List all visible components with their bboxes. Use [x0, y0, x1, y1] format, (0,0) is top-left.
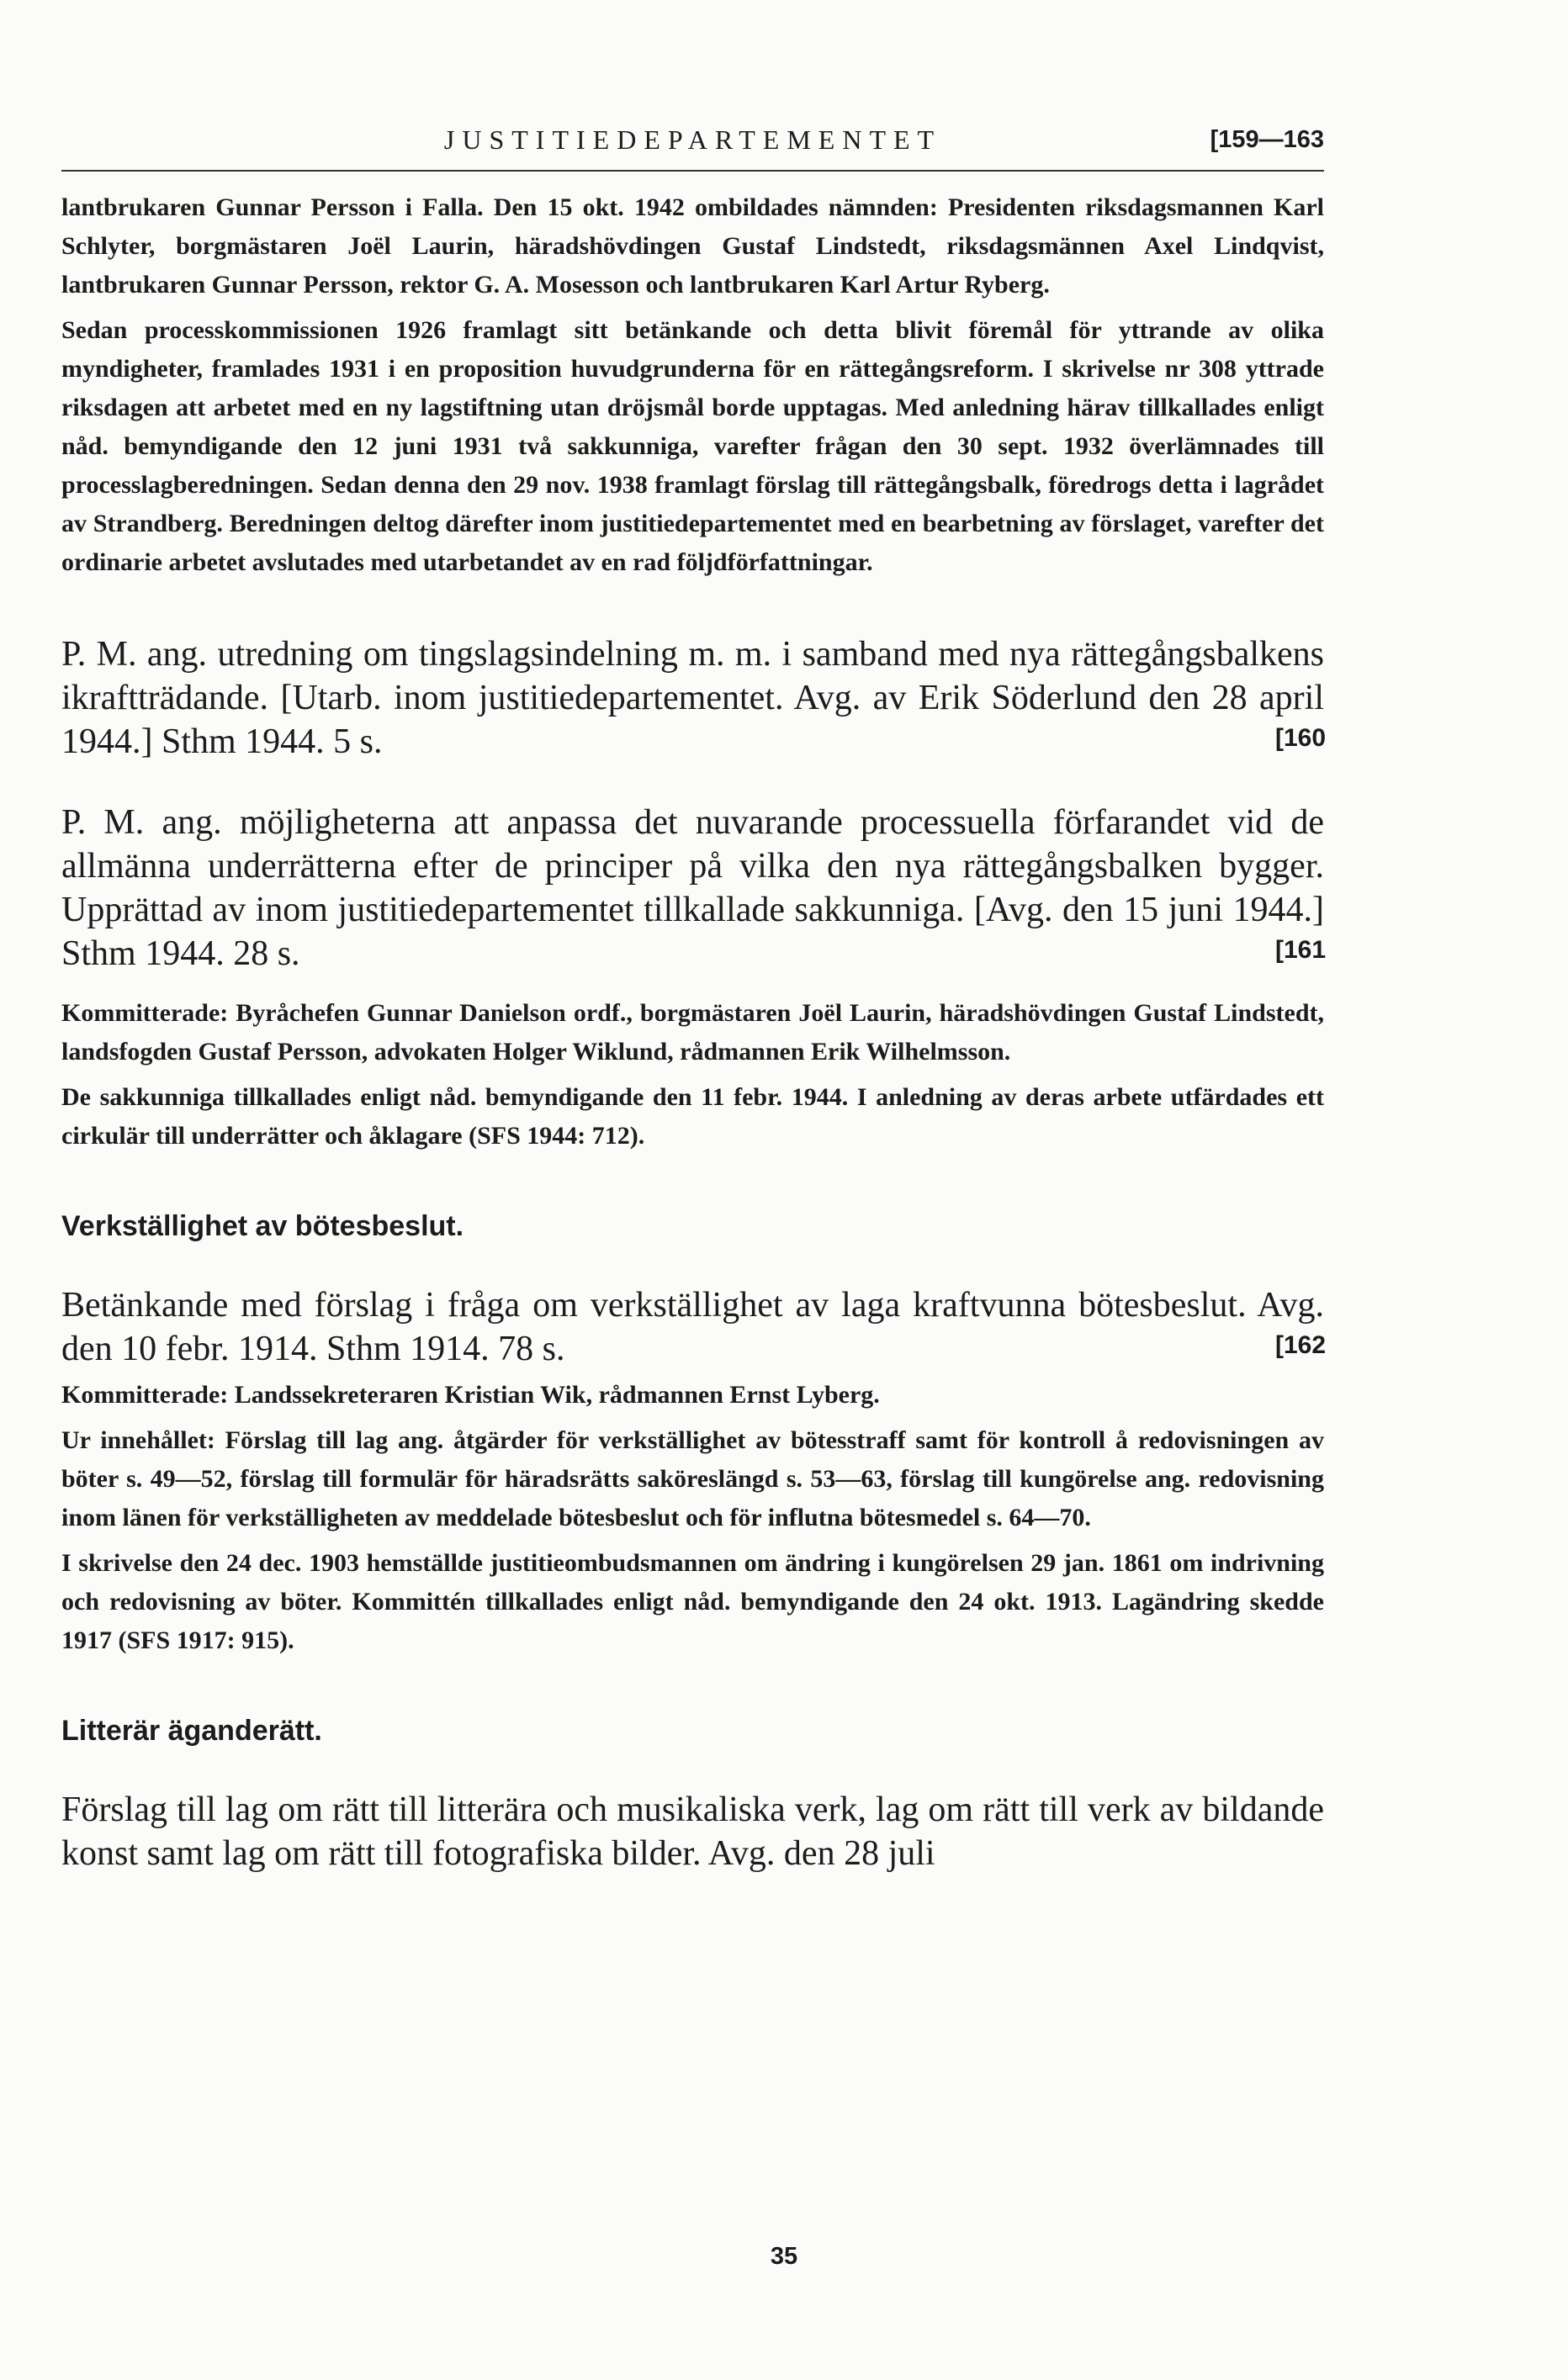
entry-161-text: P. M. ang. möjligheterna att anpassa det nuvarande processuella förfarandet vid de allmänna underrätterna efter de principer på vilka den nya rättegångsbalken bygger. Upprättad av inom justitiedepartementet tillkallade sakkunniga. [Avg. den 15 juni 1944.] Sthm 1944. 28 s. [61, 803, 1324, 973]
paragraph-reform-history: Sedan processkommissionen 1926 framlagt sitt betänkande och detta blivit föremål för yttrande av olika myndigheter, framlades 1931 i en proposition huvudgrunderna för en rättegångsreform. I skrivelse nr 308 yttrade riksdagen att arbetet med en ny lagstiftning utan dröjsmål borde upptagas. Med anledning härav tillkallades enligt nåd. bemyndigande den 12 juni 1931 två sakkunniga, varefter frågan den 30 sept. 1932 överlämnades till processlagberedningen. Sedan denna den 29 nov. 1938 framlagt förslag till rättegångsbalk, föredrogs detta i lagrådet av Strandberg. Beredningen deltog därefter inom justitiedepartementet med en bearbetning av förslaget, varefter det ordinarie arbetet avslutades med utarbetandet av en rad följdförfattningar. [61, 316, 1324, 576]
section-heading-litterar: Litterär äganderätt. [61, 1715, 322, 1747]
entry-161-number: [161 [1274, 936, 1326, 964]
paragraph-committee-history: lantbrukaren Gunnar Persson i Falla. Den 15 okt. 1942 ombildades nämnden: Presidenten riksdagsmannen Karl Schlyter, borgmästaren Joël Laurin, häradshövdingen Gustaf Lindstedt, riksdagsmännen Axel Lindqvist, lantbrukaren Gunnar Persson, rektor G. A. Mosesson och lantbrukaren Karl Artur Ryberg. [61, 193, 1324, 299]
running-head [61, 124, 1324, 172]
entry-162-note: I skrivelse den 24 dec. 1903 hemställde justitieombudsmannen om ändring i kungörelsen 29 jan. 1861 om indrivning och redovisning av böter. Kommittén tillkallades enligt nåd. bemyndigande den 24 okt. 1913. Lagändring skedde 1917 (SFS 1917: 915). [61, 1549, 1324, 1654]
entry-160-number: [160 [1274, 724, 1326, 752]
entry-161-committee: Kommitterade: Byråchefen Gunnar Danielson ordf., borgmästaren Joël Laurin, häradshövdingen Gustaf Lindstedt, landsfogden Gustaf Persson, advokaten Holger Wiklund, rådmannen Erik Wilhelmsson. [61, 999, 1324, 1066]
running-head-page-range: [159—163 [1210, 126, 1324, 153]
entry-163 [61, 1788, 1324, 1875]
entry-162-number: [162 [1274, 1331, 1326, 1359]
entry-162-text: Betänkande med förslag i fråga om verkställighet av laga kraftvunna bötesbeslut. Avg. den 10 febr. 1914. Sthm 1914. 78 s. [61, 1286, 1324, 1368]
entry-160-text: P. M. ang. utredning om tingslagsindelning m. m. i samband med nya rättegångsbalkens ikraftträdande. [Utarb. inom justitiedepartementet. Avg. av Erik Söderlund den 28 april 1944.] Sthm 1944. 5 s. [61, 635, 1324, 761]
entry-162 [61, 1283, 1324, 1371]
entry-162-contents: Ur innehållet: Förslag till lag ang. åtgärder för verkställighet av bötesstraff samt för kontroll å redovisningen av böter s. 49—52, förslag till formulär för häradsrätts saköreslängd s. 53—63, förslag till kungörelse ang. redovisning inom länen för verkställigheten av meddelade bötesbeslut och för influtna bötesmedel s. 64—70. [61, 1426, 1324, 1531]
entry-162-committee: Kommitterade: Landssekreteraren Kristian Wik, rådmannen Ernst Lyberg. [61, 1381, 880, 1409]
entry-163-text: Förslag till lag om rätt till litterära och musikaliska verk, lag om rätt till verk av bildande konst samt lag om rätt till fotografiska bilder. Avg. den 28 juli [61, 1790, 1324, 1873]
section-heading-verkstallighet: Verkställighet av bötesbeslut. [61, 1210, 464, 1242]
entry-161-note: De sakkunniga tillkallades enligt nåd. bemyndigande den 11 febr. 1944. I anledning av deras arbete utfärdades ett cirkulär till underrätter och åklagare (SFS 1944: 712). [61, 1083, 1324, 1150]
running-head-title: JUSTITIEDEPARTEMENTET [443, 124, 942, 155]
entry-161 [61, 801, 1324, 976]
page-number: 35 [770, 2243, 798, 2270]
entry-160 [61, 632, 1324, 764]
